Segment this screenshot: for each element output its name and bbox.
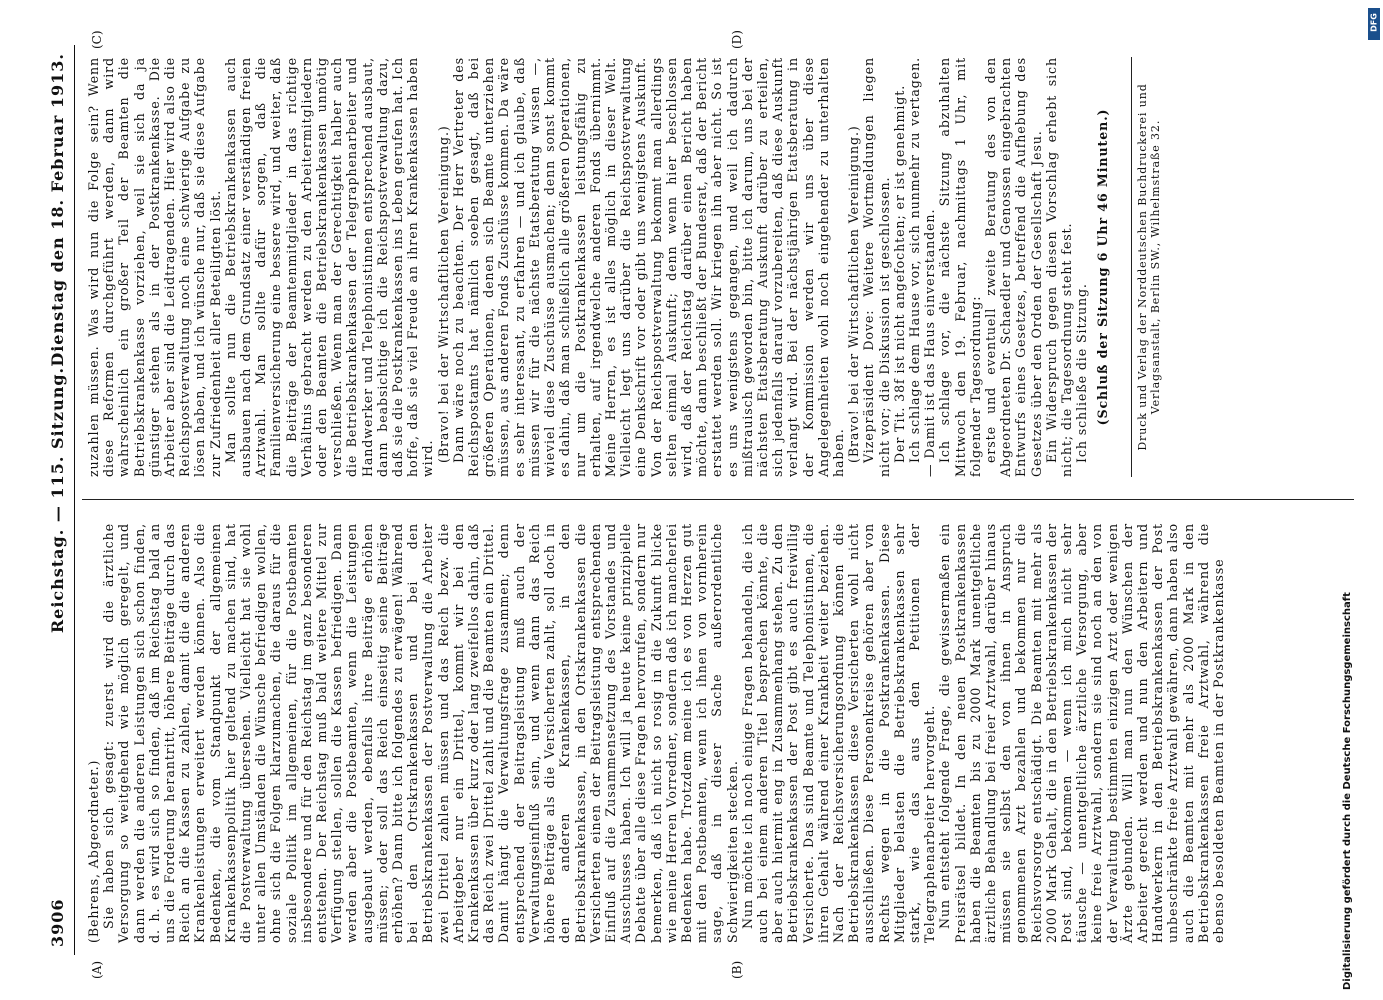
paragraph: Ein Widerspruch gegen diesen Vorschlag erhebt sich nicht; die Tagesordnung steht fest. [1043,57,1074,477]
right-column [86,57,1162,477]
applause-note: (Bravo! bei der Wirtschaftlichen Vereinigung.) [846,125,862,463]
column-divider [82,499,1354,500]
paragraph: zuzahlen müssen. Was wird nun die Folge sein? Wenn diese Reformen durchgeführt werden, dann wird wahrscheinlich ein großer Teil der Beamten die Betriebskrankenkasse vorziehen, weil sie sich da ja günstiger stehen als in der Postkrankenkasse. Die Arbeiter aber sind die Leidtragenden. Hier wird also die Reichspostverwaltung noch eine schwierige Aufgabe zu lösen haben, und ich wünsche nur, daß sie diese Aufgabe zur Zufriedenheit aller Beteiligten löst. [86,57,223,477]
paragraph: Sie haben sich gesagt: zuerst wird die ärztliche Versorgung so weitgehend wie möglich geregelt, und dann werden die anderen Leistungen sich schon finden, d. h. es wird sich so finden, daß im Reichstag bald an uns die Forderung herantritt, höhere Beiträge durch das Reich an die Kassen zu zahlen, damit die die anderen Krankenleistungen erweitert werden können. Also die Bedenken, die vom Standpunkt der allgemeinen Krankenkassenpolitik hier geltend zu machen sind, hat die Postverwaltung übersehen. Vielleicht hat sie wohl unter allen Umständen die Wünsche befriedigen wollen, ohne sich die Folgen klarzumachen, die daraus für die soziale Politik im allgemeinen, für die Postbeamten insbesondere und für den Reichstag im ganz besonderen entstehen. Der Reichstag muß bald weitere Mittel zur Verfügung stellen, sollen die Kassen befriedigen. Dann werden aber die Postbeamten, wenn die Leistungen ausgebaut werden, ebenfalls ihre Beiträge erhöhen müssen; oder soll das Reich einseitig seine Beiträge erhöhen? Dann bitte ich folgendes zu erwägen! Während bei den Ortskrankenkassen und bei den Betriebskrankenkassen der Postverwaltung die Arbeiter zwei Drittel zahlen müssen und das Reich bezw. die Arbeitgeber nur ein Drittel, kommt wir bei den Krankenkassen über kurz oder lang zweifellos dahin, daß das Reich zwei Drittel zahlt und die Beamten ein Drittel. Damit hängt die Verwaltungsfrage zusammen; denn entsprechend der Beitragsleistung muß auch der Verwaltungseinfluß sein, und wenn dann das Reich höhere Beiträge als die Versicherten zahlt, soll doch in den anderen Krankenkassen, in den Betriebskrankenkassen, in den Ortskrankenkassen die Versicherten einen der Beitragsleistung entsprechenden Einfluß auf die Zusammensetzung des Vorstandes und Ausschusses haben. Ich will ja heute keine prinzipielle Debatte über alle diese Fragen hervorrufen, sondern nur bemerken, daß ich nicht so rosig in die Zukunft blicke wie meine Herren Vorredner, sondern daß ich mancherlei Bedenken habe. Trotzdem meine ich es von Herzen gut mit den Postbeamten, wenn ich ihnen von vornherein sage, daß in dieser Sache außerordentliche Schwierigkeiten stecken. [101,523,740,943]
speaker-note: (Behrens, Abgeordneter.) [86,759,101,943]
session-date: Dienstag den 18. Februar 1913. [48,53,67,367]
rotated-page [40,30,1370,979]
paragraph: Ich schlage dem Hause vor, sich nunmehr zu vertagen. — Damit ist das Haus einverstanden. [906,57,938,477]
margin-marker-d: (D) [730,30,744,49]
left-column [86,523,1226,943]
page-number: 3906 [48,898,67,947]
dfg-logo-text: DFG [1369,13,1379,32]
agenda-item: erste und eventuell zweite Beratung des von den Abgeordneten Dr. Schaedler und Genossen eingebrachten Entwurfs eines Gesetzes, betreffend die Aufhebung des Gesetzes über den Orden der Gesellschaft Jesu. [982,57,1044,477]
paragraph: Dann wäre noch zu beachten. Der Herr Vertreter des Reichspostamts hat nämlich soeben gesagt, daß bei größeren Operationen, denen sich Beamte unterziehen müssen, aus anderen Fonds Zuschüsse kommen. Da wäre es sehr interessant, zu erfahren — und ich glaube, daß müssen wir für die nächste Etatsberatung wissen —, wieviel diese Zuschüsse ausmachen; denn sonst kommt es dahin, daß man schließlich alle größeren Operationen, nur um die Postkrankenkassen leistungsfähig zu erhalten, auf irgendwelche anderen Fonds übernimmt. Meine Herren, es ist alles möglich in dieser Welt. Vielleicht legt uns darüber die Reichspostverwaltung eine Denkschrift vor oder gibt uns wenigstens Auskunft. Von der Reichspostverwaltung bekommt man allerdings selten einmal Auskunft; denn wenn hier beschlossen wird, daß der Reichstag darüber einen Bericht haben möchte, dann beschließt der Bundesrat, daß der Bericht erstattet werden soll. Wir kriegen ihn aber nicht. So ist es uns wenigstens gegangen, und weil ich dadurch mißtrauisch geworden bin, bitte ich darum, uns bei der nächsten Etatsberatung Auskunft darüber zu erteilen, sich jedenfalls darauf vorzubereiten, daß diese Auskunft verlangt wird. Bei der nächstjährigen Etatsberatung in der Kommission werden wir uns über diese Angelegenheiten wohl noch eingehender zu unterhalten haben. [450,57,846,477]
margin-marker-b: (B) [730,960,744,979]
digitization-credit: Digitalisierung gefördert durch die Deutsche Forschungsgemeinschaft [1342,592,1353,990]
paragraph: Der Tit. 38f ist nicht angefochten; er ist genehmigt. [891,84,907,463]
session-title: Reichstag. — 115. Sitzung. [48,366,67,634]
margin-marker-a: (A) [90,960,104,979]
session-closing: (Schluß der Sitzung 6 Uhr 46 Minuten.) [1095,108,1111,426]
printer-imprint: Druck und Verlag der Norddeutschen Buchdruckerei und Verlagsanstalt, Berlin SW., Wilhelmstraße 32. [1131,57,1162,477]
paragraph: Nun entsteht folgende Frage, die gewissermaßen ein Preisrätsel bildet. In den neuen Postkrankenkassen haben die Beamten bis zu 2000 Mark unentgeltliche ärztliche Behandlung bei freier Arztwahl, darüber hinaus müssen sie selbst den von ihnen in Anspruch genommenen Arzt bezahlen und bekommen nur die Reichsvorsorge entschädigt. Die Beamten mit mehr als 2000 Mark Gehalt, die in den Betriebskrankenkassen der Post sind, bekommen — wenn ich mich nicht sehr täusche — unentgeltliche ärztliche Versorgung, aber keine freie Arztwahl, sondern sie sind noch an den von der Verwaltung bestimmten einzigen Arzt oder wenigen Ärzte gebunden. Will man nun den Wünschen der Arbeiter gerecht werden und nun den Arbeitern und Handwerkern in den Betriebskrankenkassen der Post unbeschränkte freie Arztwahl gewähren, dann haben also auch die Beamten mit mehr als 2000 Mark in den Betriebskrankenkassen freie Arztwahl, während die ebenso besoldeten Beamten in der Postkrankenkasse [937,523,1227,943]
dfg-logo [1368,8,1380,40]
paragraph: Nun möchte ich noch einige Fragen behandeln, die ich auch bei einem anderen Titel besprechen könnte, die aber auch hiermit eng in Zusammenhang stehen. Zu den Betriebskrankenkassen der Post gibt es auch freiwillig Versicherte. Das sind Beamte und Telephonistinnen, die ihren Gehalt während einer Krankheit weiter beziehen. Nach der Reichsversicherungsordnung können die Betriebskrankenkassen diese Versicherten wohl nicht ausschließen. Diese Personenkreise gehören aber von Rechts wegen in die Postkrankenkassen. Diese Mitglieder belasten die Betriebskrankenkassen sehr stark, wie das aus den Petitionen der Telegraphenarbeiter hervorgeht. [739,523,938,943]
applause-note: (Bravo! bei der Wirtschaftlichen Vereinigung.) [435,125,451,463]
margin-marker-c: (C) [90,30,104,49]
page-header [40,45,75,955]
paragraph: Ich schlage vor, die nächste Sitzung abzuhalten Mittwoch den 19. Februar, nachmittags 1 Uhr, mit folgender Tagesordnung: [937,57,983,477]
paragraph: Man sollte nun die Betriebskrankenkassen auch ausbauen nach dem Grundsatz einer verständigen freien Arztwahl. Man sollte dafür sorgen, daß die Familienversicherung eine bessere wird, und weiter, daß die Beiträge der Beamtenmitglieder in das richtige Verhältnis gebracht werden zu den Arbeitermitgliedern oder den Beamten die Betriebskrankenkassen unnötig verschließen. Wenn man der Gerechtigkeit halber auch die Betriebskrankenkassen der Telegraphenarbeiter und Handwerker und Telephonistinnen entsprechend ausbaut, dann beabsichtige ich die Reichspostverwaltung dazu, daß sie die Postkrankenkassen ins Leben gerufen hat. Ich hoffe, daß sie viel Freude an ihren Krankenkassen haben wird. [222,57,436,477]
paragraph: Ich schließe die Sitzung. [1074,283,1090,463]
paragraph: Vizepräsident Dove: Weitere Wortmeldungen liegen nicht vor; die Diskussion ist geschlossen. [861,57,892,477]
